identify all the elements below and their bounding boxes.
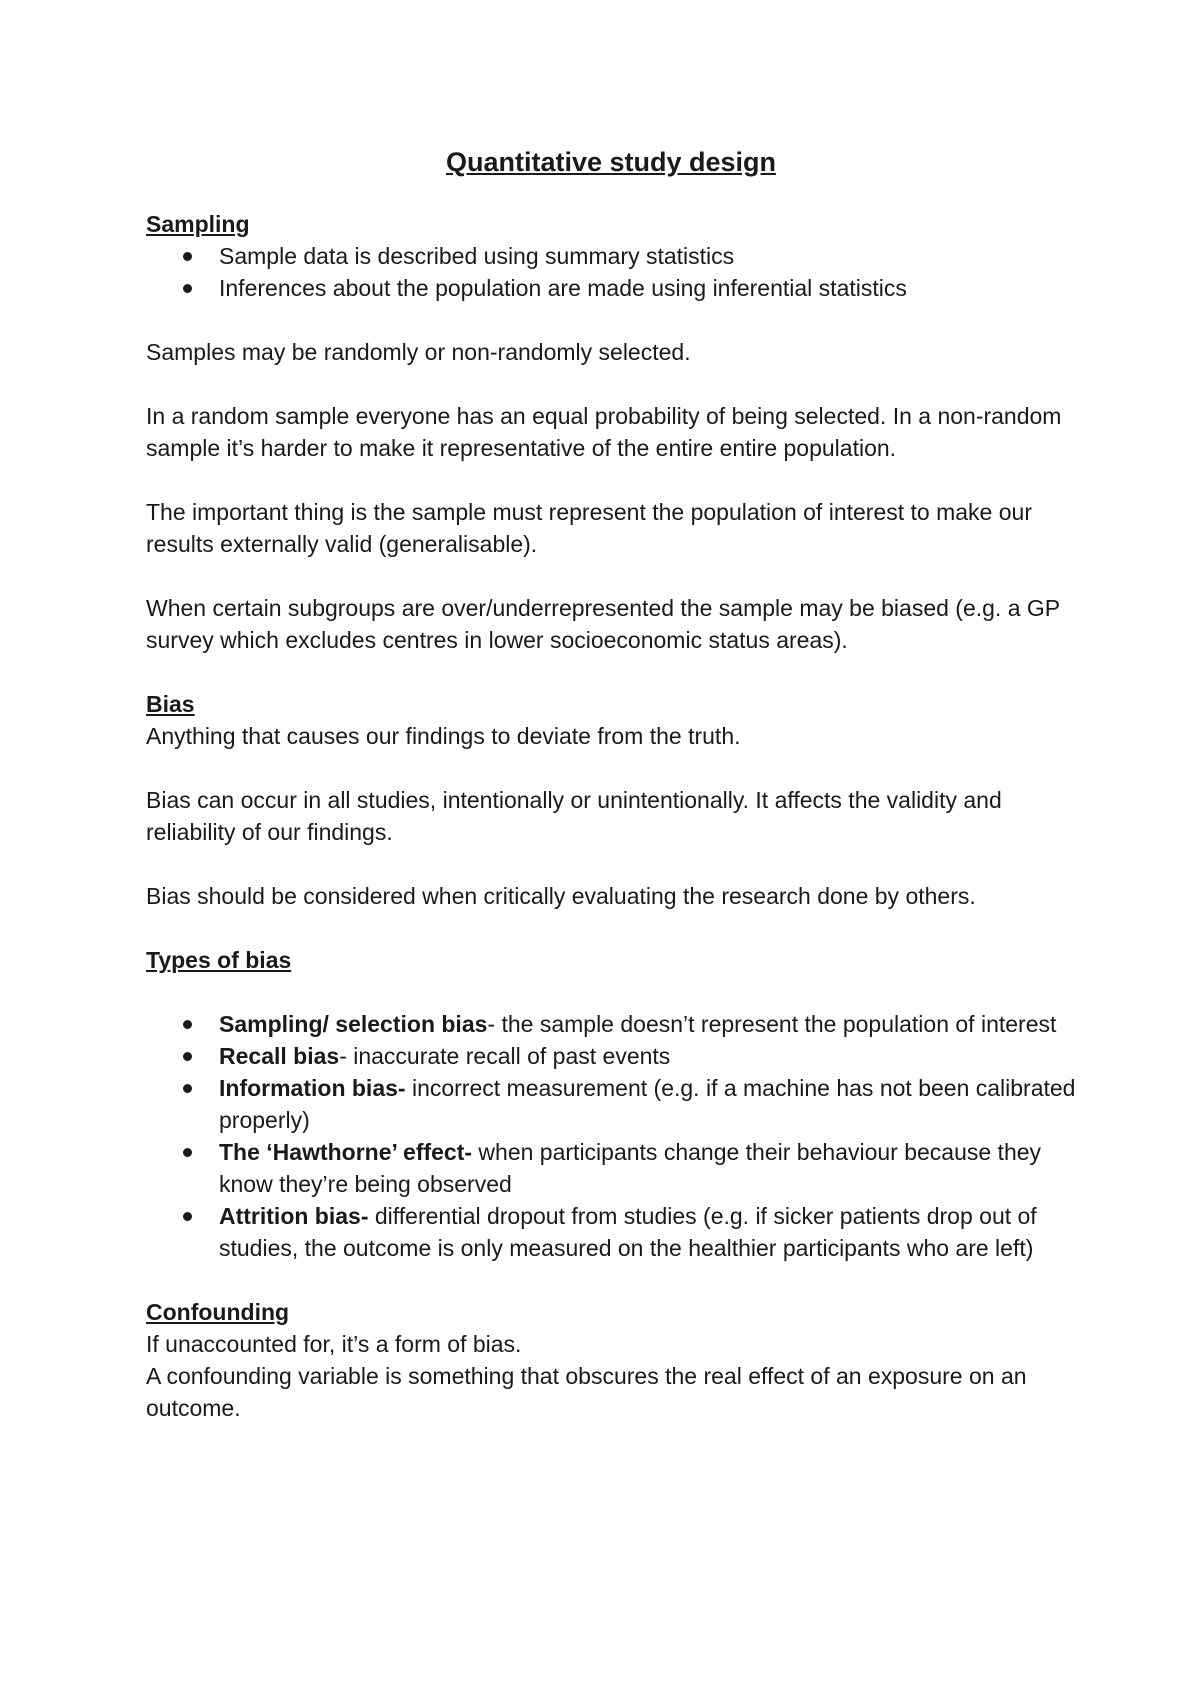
bias-description: when participants change their behaviour because they know they’re being observed [219,1139,1042,1197]
section-heading-bias: Bias [146,691,195,717]
paragraph: Anything that causes our findings to deviate from the truth. [146,723,741,749]
list-item [146,272,1076,304]
paragraph: In a random sample everyone has an equal probability of being selected. In a non-random sample it’s harder to make it representative of the entire entire population. [146,403,1062,461]
list-item-text: Sample data is described using summary statistics [219,243,735,269]
list-item [146,1136,1076,1200]
bias-term: Attrition bias- [219,1203,369,1229]
paragraph: If unaccounted for, it’s a form of bias. [146,1331,522,1357]
list-item [146,1072,1076,1136]
spacer [146,976,1076,1008]
bias-description: differential dropout from studies (e.g. if sicker patients drop out of studies, the outcome is only measured on the healthier participants who are left) [219,1203,1037,1261]
list-item [146,1200,1076,1264]
section-heading-types-of-bias: Types of bias [146,947,292,973]
types-of-bias-list [146,1008,1076,1264]
page-title: Quantitative study design [445,147,777,177]
document-page [146,140,1076,1424]
paragraph: When certain subgroups are over/underrepresented the sample may be biased (e.g. a GP survey which excludes centres in lower socioeconomic status areas). [146,595,1060,653]
paragraph: Bias should be considered when critically evaluating the research done by others. [146,883,976,909]
bullet-icon [183,1212,192,1221]
bullet-icon [183,1148,192,1157]
paragraph: A confounding variable is something that obscures the real effect of an exposure on an outcome. [146,1363,1027,1421]
bullet-icon [183,1084,192,1093]
bias-description: - the sample doesn’t represent the population of interest [487,1011,1057,1037]
paragraph: Bias can occur in all studies, intentionally or unintentionally. It affects the validity and reliability of our findings. [146,787,1002,845]
bullet-icon [183,1052,192,1061]
paragraph: Samples may be randomly or non-randomly selected. [146,339,691,365]
list-item [146,1008,1076,1040]
bias-description: - inaccurate recall of past events [339,1043,671,1069]
bullet-icon [183,1020,192,1029]
sampling-bullet-list [146,240,1076,304]
list-item [146,1040,1076,1072]
bias-term: Recall bias [219,1043,340,1069]
bias-description: incorrect measurement (e.g. if a machine has not been calibrated properly) [219,1075,1076,1133]
bias-term: The ‘Hawthorne’ effect- [219,1139,473,1165]
bullet-icon [183,284,192,293]
bias-term: Sampling/ selection bias [219,1011,488,1037]
bias-term: Information bias- [219,1075,406,1101]
section-heading-sampling: Sampling [146,211,250,237]
paragraph: The important thing is the sample must represent the population of interest to make our results externally valid (generalisable). [146,499,1032,557]
section-heading-confounding: Confounding [146,1299,290,1325]
list-item [146,240,1076,272]
bullet-icon [183,252,192,261]
list-item-text: Inferences about the population are made using inferential statistics [219,275,907,301]
